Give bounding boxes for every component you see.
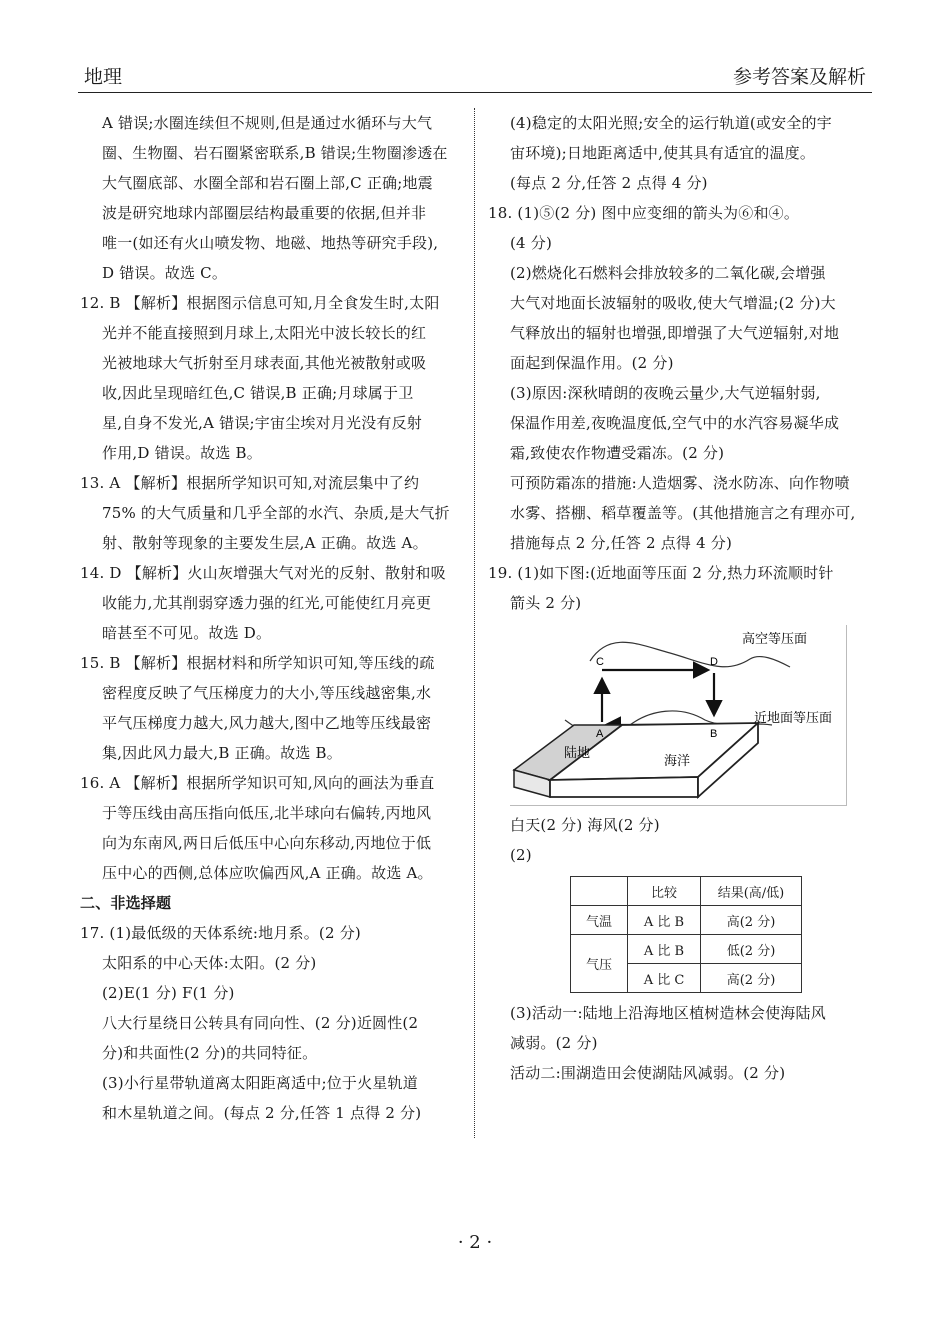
text-line: 星,自身不发光,A 错误;宇宙尘埃对月光没有反射 [102, 414, 422, 432]
text-line: 霜,致使农作物遭受霜冻。(2 分) [510, 444, 725, 462]
column-divider [474, 108, 475, 1138]
table-cell: 气压 [571, 935, 628, 993]
text-line: 作用,D 错误。故选 B。 [102, 444, 262, 462]
text-line: 17. (1)最低级的天体系统:地月系。(2 分) [80, 924, 361, 942]
sea-label: 海洋 [664, 754, 691, 769]
table-cell: 低(2 分) [701, 935, 802, 964]
point-label-c: C [596, 656, 604, 668]
table-cell: A 比 B [628, 906, 701, 935]
text-line: 保温作用差,夜晚温度低,空气中的水汽容易凝华成 [510, 414, 840, 432]
point-label-a: A [596, 728, 604, 740]
subject-label: 地理 [84, 66, 123, 88]
table-cell: 高(2 分) [701, 964, 802, 993]
text-line: 和木星轨道之间。(每点 2 分,任答 1 点得 2 分) [102, 1104, 422, 1122]
text-line: (3)活动一:陆地上沿海地区植树造林会使海陆风 [510, 1004, 826, 1022]
text-line: (2) [510, 846, 532, 864]
comparison-table [570, 876, 802, 993]
sea-breeze-diagram [510, 625, 847, 806]
text-line: 光并不能直接照到月球上,太阳光中波长较长的红 [102, 324, 427, 342]
text-line: 射、散射等现象的主要发生层,A 正确。故选 A。 [102, 534, 428, 552]
page-number: · 2 · [457, 1232, 493, 1253]
text-line: 暗甚至不可见。故选 D。 [102, 624, 272, 642]
text-line: 19. (1)如下图:(近地面等压面 2 分,热力环流顺时针 [488, 564, 834, 582]
point-label-d: D [710, 656, 718, 668]
text-line: 宙环境);日地距离适中,使其具有适宜的温度。 [510, 144, 816, 162]
text-line: 光被地球大气折射至月球表面,其他光被散射或吸 [102, 354, 427, 372]
text-line: 减弱。(2 分) [510, 1034, 598, 1052]
text-line: 圈、生物圈、岩石圈紧密联系,B 错误;生物圈渗透在 [102, 144, 448, 162]
text-line: 于等压线由高压指向低压,北半球向右偏转,丙地风 [102, 804, 432, 822]
right-column [488, 108, 878, 618]
lower-isobar-label: 近地面等压面 [754, 711, 833, 726]
document-title: 参考答案及解析 [732, 66, 866, 88]
text-line: 措施每点 2 分,任答 2 点得 4 分) [510, 534, 733, 552]
right-column-middle [488, 810, 878, 870]
text-line: 向为东南风,两日后低压中心向东移动,丙地位于低 [102, 834, 432, 852]
text-line: 波是研究地球内部圈层结构最重要的依据,但并非 [102, 204, 427, 222]
table-cell: A 比 B [628, 935, 701, 964]
table-cell: A 比 C [628, 964, 701, 993]
text-line: 收能力,尤其削弱穿透力强的红光,可能使红月亮更 [102, 594, 432, 612]
text-line: 大气对地面长波辐射的吸收,使大气增温;(2 分)大 [510, 294, 836, 312]
text-line: 太阳系的中心天体:太阳。(2 分) [102, 954, 317, 972]
text-line: 15. B 【解析】根据材料和所学知识可知,等压线的疏 [80, 654, 435, 672]
text-line: 14. D 【解析】火山灰增强大气对光的反射、散射和吸 [80, 564, 446, 582]
table-header-cell: 结果(高/低) [701, 877, 802, 906]
circulation-illustration [510, 625, 846, 805]
text-line: 集,因此风力最大,B 正确。故选 B。 [102, 744, 342, 762]
text-line: (3)原因:深秋晴朗的夜晚云量少,大气逆辐射弱, [510, 384, 821, 402]
text-line: 活动二:围湖造田会使湖陆风减弱。(2 分) [510, 1064, 786, 1082]
text-line: 箭头 2 分) [510, 594, 582, 612]
upper-isobar-label: 高空等压面 [742, 632, 808, 647]
text-line: 分)和共面性(2 分)的共同特征。 [102, 1044, 318, 1062]
table-header-row [571, 877, 802, 906]
text-line: (4 分) [510, 234, 553, 252]
text-line: 收,因此呈现暗红色,C 错误,B 正确;月球属于卫 [102, 384, 414, 402]
sea-front [550, 777, 698, 797]
text-line: 气释放出的辐射也增强,即增强了大气逆辐射,对地 [510, 324, 840, 342]
table-row [571, 906, 802, 935]
text-line: 12. B 【解析】根据图示信息可知,月全食发生时,太阳 [80, 294, 440, 312]
text-line: (2)E(1 分) F(1 分) [102, 984, 235, 1002]
text-line: 压中心的西侧,总体应吹偏西风,A 正确。故选 A。 [102, 864, 433, 882]
text-line: D 错误。故选 C。 [102, 264, 228, 282]
table-header-cell [571, 877, 628, 906]
table-cell: 高(2 分) [701, 906, 802, 935]
left-column [80, 108, 465, 1128]
text-line: 75% 的大气质量和几乎全部的水汽、杂质,是大气折 [102, 504, 450, 522]
text-line: 大气圈底部、水圈全部和岩石圈上部,C 正确;地震 [102, 174, 433, 192]
table-row [571, 935, 802, 964]
text-line: 密程度反映了气压梯度力的大小,等压线越密集,水 [102, 684, 432, 702]
point-label-b: B [710, 728, 718, 740]
header-rule [78, 92, 872, 93]
text-line: 13. A 【解析】根据所学知识可知,对流层集中了约 [80, 474, 420, 492]
text-line: 面起到保温作用。(2 分) [510, 354, 674, 372]
text-line: 水雾、搭棚、稻草覆盖等。(其他措施言之有理亦可, [510, 504, 856, 522]
right-column-end [488, 998, 878, 1088]
text-line: 唯一(如还有火山喷发物、地磁、地热等研究手段), [102, 234, 439, 252]
table-header-cell: 比较 [628, 877, 701, 906]
text-line: A 错误;水圈连续但不规则,但是通过水循环与大气 [102, 114, 433, 132]
text-line: (每点 2 分,任答 2 点得 4 分) [510, 174, 708, 192]
land-label: 陆地 [564, 746, 591, 761]
table-cell: 气温 [571, 906, 628, 935]
text-line: 18. (1)⑤(2 分) 图中应变细的箭头为⑥和④。 [488, 204, 800, 222]
text-line: 平气压梯度力越大,风力越大,图中乙地等压线最密 [102, 714, 432, 732]
text-line: (4)稳定的太阳光照;安全的运行轨道(或安全的宇 [510, 114, 832, 132]
section-heading: 二、非选择题 [80, 894, 172, 912]
text-line: 八大行星绕日公转具有同向性、(2 分)近圆性(2 [102, 1014, 419, 1032]
text-line: (3)小行星带轨道离太阳距离适中;位于火星轨道 [102, 1074, 418, 1092]
text-line: 白天(2 分) 海风(2 分) [510, 816, 660, 834]
text-line: 16. A 【解析】根据所学知识可知,风向的画法为垂直 [80, 774, 435, 792]
text-line: 可预防霜冻的措施:人造烟雾、浇水防冻、向作物喷 [510, 474, 850, 492]
text-line: (2)燃烧化石燃料会排放较多的二氧化碳,会增强 [510, 264, 826, 282]
